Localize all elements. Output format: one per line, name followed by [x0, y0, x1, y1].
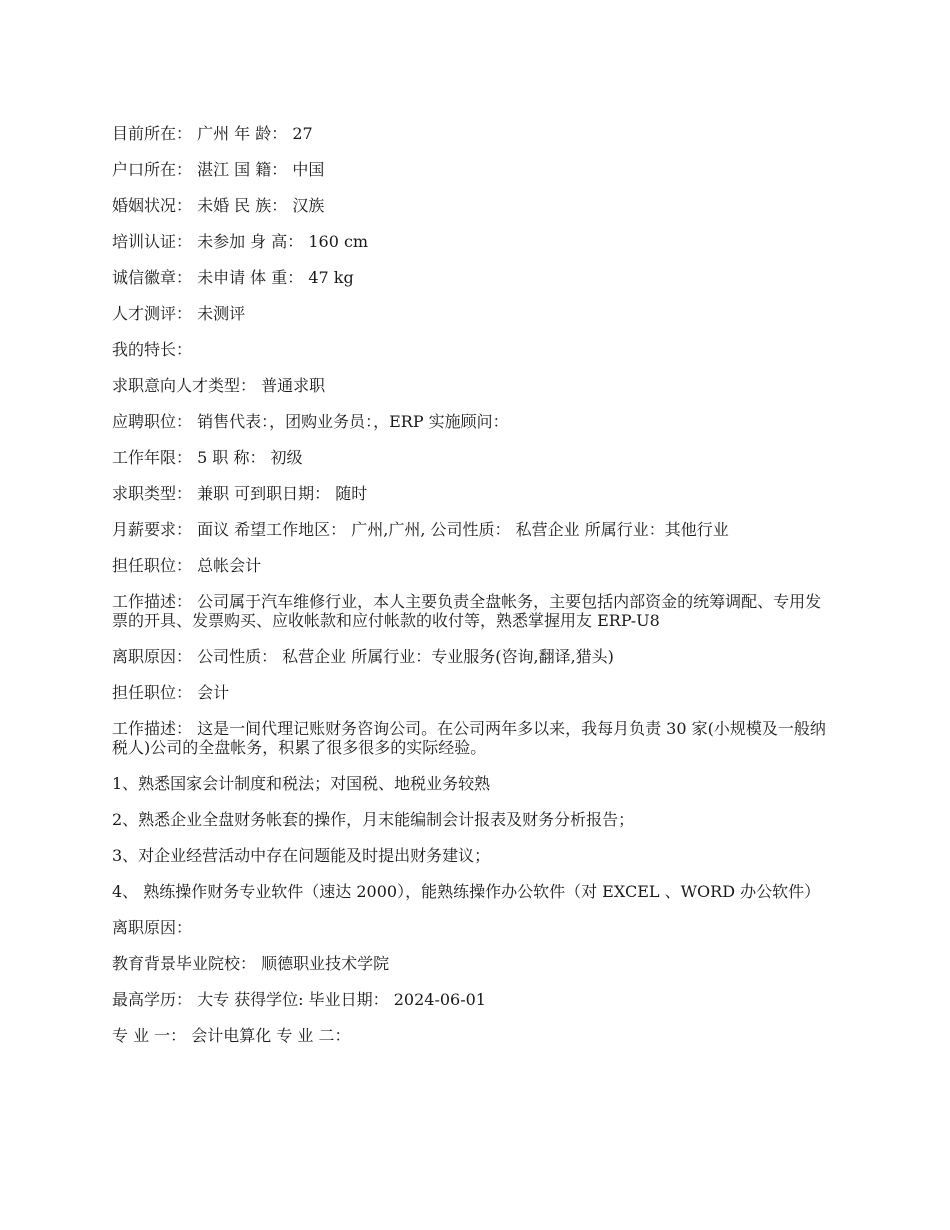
job-description-2: 工作描述： 这是一间代理记账财务咨询公司。在公司两年多以来，我每月负责 30 家(小规模及一般纳税人)公司的全盘帐务，积累了很多很多的实际经验。 [112, 719, 826, 757]
education-school-line: 教育背景毕业院校： 顺德职业技术学院 [112, 954, 390, 973]
talent-assessment-line: 人才测评： 未测评 [112, 304, 246, 323]
majors-line: 专 业 一： 会计电算化 专 业 二： [112, 1026, 351, 1045]
position-held-1: 担任职位： 总帐会计 [112, 556, 262, 575]
resume-document [112, 124, 830, 1062]
applied-positions-line: 应聘职位： 销售代表：，团购业务员：，ERP 实施顾问： [112, 412, 509, 431]
skill-item-2: 2、熟悉企业全盘财务帐套的操作，月末能编制会计报表及财务分析报告； [112, 810, 635, 829]
credit-badge-weight-line: 诚信徽章： 未申请 体 重： 47 kg [112, 268, 354, 287]
job-intention-type-line: 求职意向人才类型： 普通求职 [112, 376, 326, 395]
specialties-line: 我的特长： [112, 340, 193, 359]
job-type-availability-line: 求职类型： 兼职 可到职日期： 随时 [112, 484, 368, 503]
highest-degree-line: 最高学历： 大专 获得学位: 毕业日期： 2024-06-01 [112, 990, 486, 1009]
salary-region-line: 月薪要求： 面议 希望工作地区： 广州,广州, 公司性质： 私营企业 所属行业：其他行业 [112, 520, 729, 539]
position-held-2: 担任职位： 会计 [112, 683, 230, 702]
skill-item-3: 3、对企业经营活动中存在问题能及时提出财务建议； [112, 846, 491, 865]
work-years-title-line: 工作年限： 5 职 称： 初级 [112, 448, 303, 467]
job-description-1: 工作描述： 公司属于汽车维修行业，本人主要负责全盘帐务，主要包括内部资金的统筹调配、专用发票的开具、发票购买、应收帐款和应付帐款的收付等，熟悉掌握用友 ERP-U8 [112, 592, 822, 630]
training-height-line: 培训认证： 未参加 身 高： 160 cm [112, 232, 369, 251]
marital-ethnicity-line: 婚姻状况： 未婚 民 族： 汉族 [112, 196, 325, 215]
skill-item-4: 4、 熟练操作财务专业软件（速达 2000），能熟练操作办公软件（对 EXCEL 、WORD 办公软件） [112, 882, 821, 901]
skill-item-1: 1、熟悉国家会计制度和税法；对国税、地税业务较熟 [112, 774, 491, 793]
current-location-age-line: 目前所在： 广州 年 龄： 27 [112, 124, 313, 143]
leaving-reason-company-line: 离职原因： 公司性质： 私营企业 所属行业：专业服务(咨询,翻译,猎头) [112, 647, 614, 666]
hukou-nationality-line: 户口所在： 湛江 国 籍： 中国 [112, 160, 325, 179]
leaving-reason-line: 离职原因： [112, 918, 193, 937]
